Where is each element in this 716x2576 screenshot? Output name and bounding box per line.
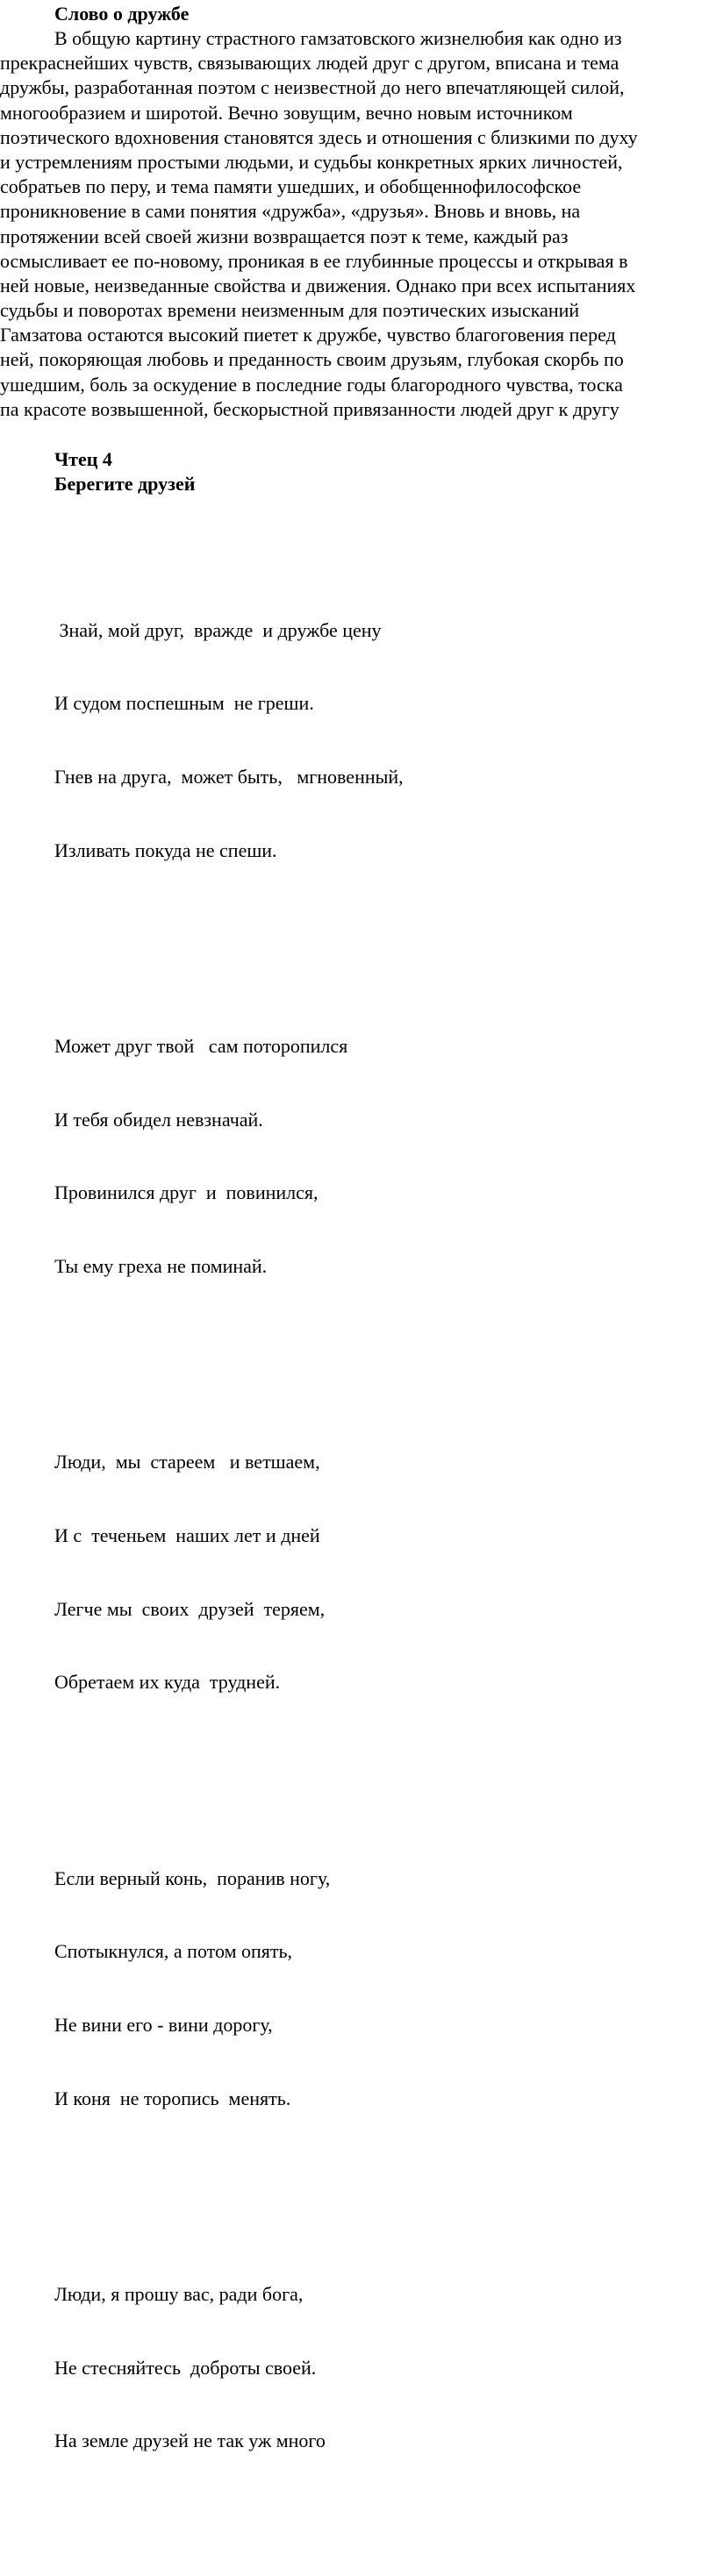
poem-stanza [54, 2233, 404, 2502]
poem-stanza [54, 569, 404, 912]
poem-line: Ты ему греха не поминай. [54, 1255, 268, 1278]
paragraph-line: ней, покоряющая любовь и преданность своим друзьям, глубокая скорбь по [0, 348, 624, 371]
poem-stanza [54, 1817, 404, 2160]
paragraph-line: протяжении всей своей жизни возвращается поэт к теме, каждый раз [0, 225, 569, 247]
paragraph-line: Гамзатова остаются высокий пиетет к дружбе, чувство благоговения перед [0, 324, 616, 346]
poem-line: И судом поспешным не греши. [54, 692, 314, 715]
section-title: Слово о дружбе [54, 3, 190, 25]
poem-stanza [54, 985, 404, 1328]
poem-stanza [54, 1401, 404, 1744]
paragraph-line: В общую картину страстного гамзатовского жизнелюбия как одно из [54, 27, 622, 49]
paragraph-line: дружбы, разработанная поэтом с неизвестной до него впечатляющей силой, [0, 76, 625, 99]
poem-line: Если верный конь, поранив ногу, [54, 1866, 331, 1889]
poem-line: На земле друзей не так уж много [54, 2430, 326, 2452]
poem-line: Не вини его - вини дорогу, [54, 2014, 273, 2037]
poem-line: Изливать покуда не спеши. [54, 838, 277, 861]
poem-title: Берегите друзей [54, 473, 196, 495]
reader-label: Чтец 4 [54, 448, 112, 470]
poem-line: Спотыкнулся, а потом опять, [54, 1940, 293, 1963]
reader-heading-block [54, 447, 195, 496]
poem-line: И с теченьем наших лет и дней [54, 1523, 320, 1546]
paragraph-line: па красоте возвышенной, бескорыстной привязанности людей друг к другу [0, 397, 619, 420]
paragraph-line: и устремлениям простыми людьми, и судьбы конкретных ярких личностей, [0, 150, 623, 173]
poem-line: Гнев на друга, может быть, мгновенный, [54, 766, 404, 788]
poem-line: Может друг твой сам поторопился [54, 1034, 348, 1057]
paragraph-line: проникновение в сами понятия «дружба», «друзья». Вновь и вновь, на [0, 200, 581, 223]
poem-line: Провинился друг и повинился, [54, 1181, 319, 1204]
poem-line: Легче мы своих друзей теряем, [54, 1597, 326, 1620]
poem-line: Не стесняйтесь доброты своей. [54, 2356, 317, 2379]
poem-line: Знай, мой друг, вражде и дружбе цену [54, 618, 382, 641]
poem-body [54, 520, 404, 2576]
intro-paragraph [0, 26, 716, 422]
paragraph-line: поэтического вдохновения становятся здесь и отношения с близкими по духу [0, 125, 638, 148]
paragraph-line: многообразием и широтой. Вечно зовущим, вечно новым источником [0, 101, 573, 124]
poem-line: Люди, мы стареем и ветшаем, [54, 1451, 320, 1474]
poem-line: И коня не торопись менять. [54, 2087, 291, 2109]
paragraph-line: собратьев по перу, и тема памяти ушедших, и обобщеннофилософское [0, 175, 582, 198]
paragraph-line: осмысливает ее по-новому, проникая в ее глубинные процессы и открывая в [0, 249, 628, 272]
poem-line: Люди, я прошу вас, ради бога, [54, 2282, 304, 2305]
poem-line: Обретаем их куда трудней. [54, 1671, 281, 1694]
paragraph-line: прекраснейших чувств, связывающих людей друг с другом, вписана и тема [0, 52, 619, 75]
paragraph-line: ней новые, неизведанные свойства и движения. Однако при всех испытаниях [0, 274, 636, 296]
paragraph-line: ушедшим, боль за оскудение в последние годы благородного чувства, тоска [0, 373, 623, 396]
paragraph-line: судьбы и поворотах времени неизменным для поэтических изысканий [0, 299, 580, 322]
poem-line: И тебя обидел невзначай. [54, 1108, 263, 1131]
